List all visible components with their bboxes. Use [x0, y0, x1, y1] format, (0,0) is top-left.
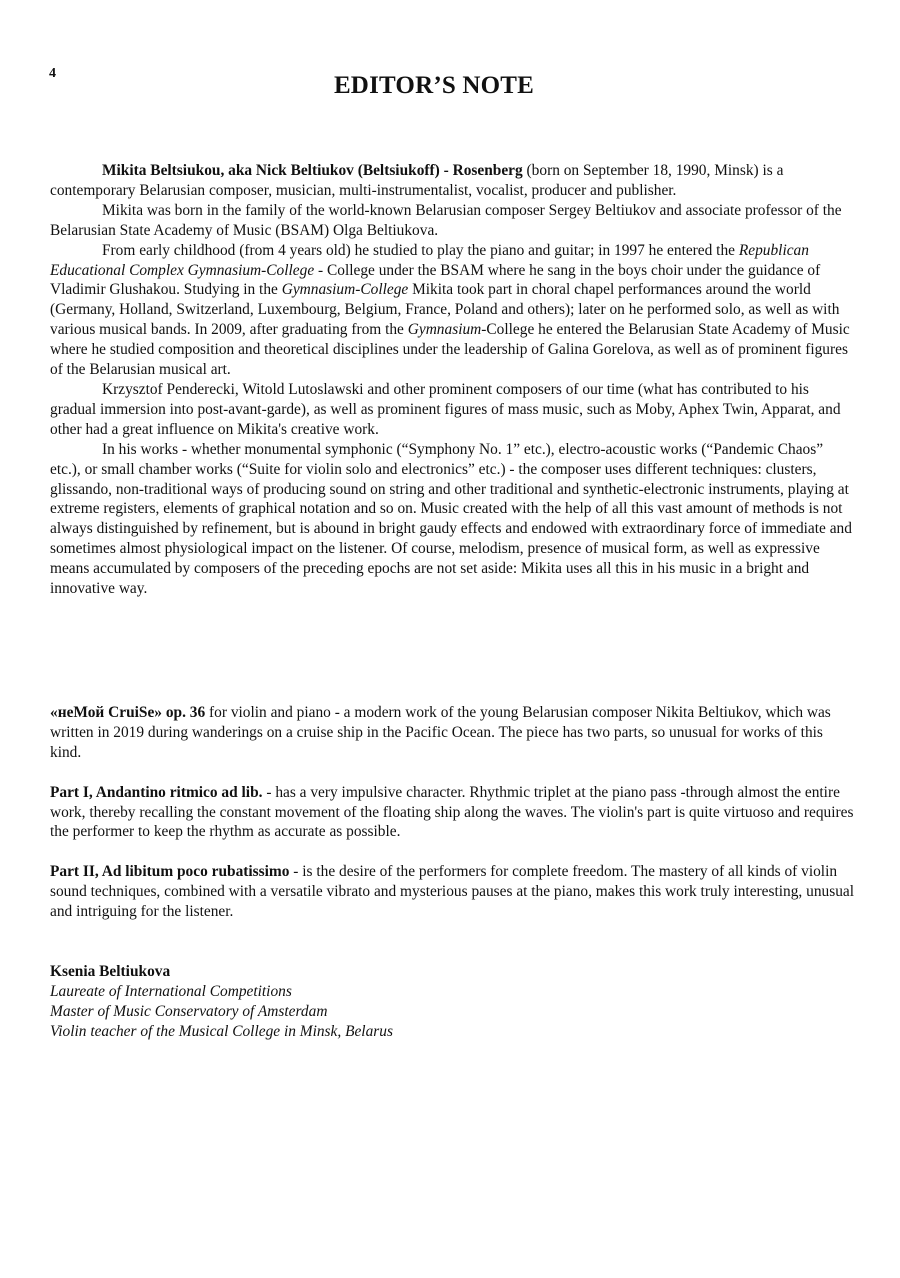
page-number: 4 [49, 66, 56, 81]
bio-paragraph-3 [50, 241, 854, 380]
bio-paragraph-3-text-g: -College he entered the Belarusian State Academy of Music where he studied composition and theoretical disciplines under the leadership of Galina Gorelova, as well as of prominent figures of the Belarusian musical art. [50, 321, 850, 379]
signature-block [50, 962, 393, 1042]
bio-paragraph-3-text-c: - College under the BSAM where he sang in the boys choir under the guidance of Vladimir Glushakou. Studying in the [50, 261, 821, 299]
work-title: «неМой CruiSe» op. 36 [50, 704, 206, 721]
part-2-heading: Part II, Ad libitum poco rubatissimo [50, 863, 290, 881]
signature-title-1-text: Laureate of International Competitions [50, 982, 292, 1000]
part-2-text: - is the desire of the performers for complete freedom. The mastery of all kinds of violin sound techniques, combined with a versatile vibrato and mysterious pauses at the piano, makes this work truly interesting, unusual and intriguing for the listener. [50, 863, 854, 921]
bio-paragraph-5: In his works - whether monumental symphonic (“Symphony No. 1” etc.), electro-acoustic works (“Pandemic Chaos” etc.), or small chamber works (“Suite for violin solo and electronics” etc.) - the composer uses different techniques: clusters, glissando, non-traditional ways of producing sound on string and other traditional and synthetic-electronic instruments, playing at extreme registers, elements of graphical notation and so on. Music created with the help of all this vast amount of methods is not always distinguished by refinement, but is abound in bright gaudy effects and endowed with extraordinary force of immediate and sometimes almost physiological impact on the listener. Of course, melodism, presence of musical form, as well as expressive means accumulated by composers of the preceding epochs are not set aside: Mikita uses all this in his music in a bright and innovative way. [50, 440, 852, 598]
signature-title-2-text: Master of Music Conservatory of Amsterdam [50, 1002, 328, 1020]
part-1-heading: Part I, Andantino ritmico ad lib. [50, 783, 263, 801]
bio-paragraph-1 [50, 161, 854, 201]
bio-paragraph-2: Mikita was born in the family of the world-known Belarusian composer Sergey Beltiukov and associate professor of the Belarusian State Academy of Music (BSAM) Olga Beltiukova. [50, 201, 842, 239]
composer-name: Mikita Beltsiukou, aka Nick Beltiukov (Beltsiukoff) - Rosenberg [102, 162, 523, 179]
bio-paragraph-3-italic-d: Gymnasium-College [281, 281, 409, 299]
part-1-paragraph [50, 783, 854, 843]
biography-section [50, 161, 854, 599]
part-2-paragraph [50, 862, 854, 922]
work-intro-paragraph [50, 703, 854, 763]
bio-paragraph-3-italic-f: Gymnasium [407, 321, 482, 339]
signature-title-3 [50, 1022, 393, 1042]
signature-title-2 [50, 1002, 393, 1022]
bio-paragraph-3-text-e: Mikita took part in choral chapel performances around the world (Germany, Holland, Switzerland, Luxembourg, Belgium, France, Poland and others); later on he performed solo, as well as with various musical bands. In 2009, after graduating from the [50, 281, 840, 339]
bio-paragraph-3-italic-b: Republican Educational Complex Gymnasium-College [50, 241, 809, 279]
signature-name [50, 962, 393, 982]
bio-paragraph-1-text: (born on September 18, 1990, Minsk) is a contemporary Belarusian composer, musician, multi-instrumentalist, vocalist, producer and publisher. [50, 162, 784, 199]
page-title: EDITOR’S NOTE [333, 72, 535, 99]
signature-title-3-text: Violin teacher of the Musical College in Minsk, Belarus [50, 1022, 393, 1040]
work-intro-text: for violin and piano - a modern work of the young Belarusian composer Nikita Beltiukov, which was written in 2019 during wanderings on a cruise ship in the Pacific Ocean. The piece has two parts, so unusual for works of this kind. [50, 704, 831, 761]
bio-paragraph-3-text-a: From early childhood (from 4 years old) he studied to play the piano and guitar; in 1997 he entered the [102, 241, 739, 259]
work-description-section [50, 703, 854, 942]
signature-name-text: Ksenia Beltiukova [50, 963, 171, 980]
bio-paragraph-4: Krzysztof Penderecki, Witold Lutoslawski and other prominent composers of our time (what has contributed to his gradual immersion into post-avant-garde), as well as prominent figures of mass music, such as Moby, Aphex Twin, Apparat, and other had a great influence on Mikita's creative work. [50, 380, 841, 438]
part-1-text: - has a very impulsive character. Rhythmic triplet at the piano pass -through almost the entire work, thereby recalling the constant movement of the floating ship along the waves. The violin's part is quite virtuoso and requires the performer to keep the rhythm as accurate as possible. [50, 783, 854, 841]
signature-title-1 [50, 982, 393, 1002]
